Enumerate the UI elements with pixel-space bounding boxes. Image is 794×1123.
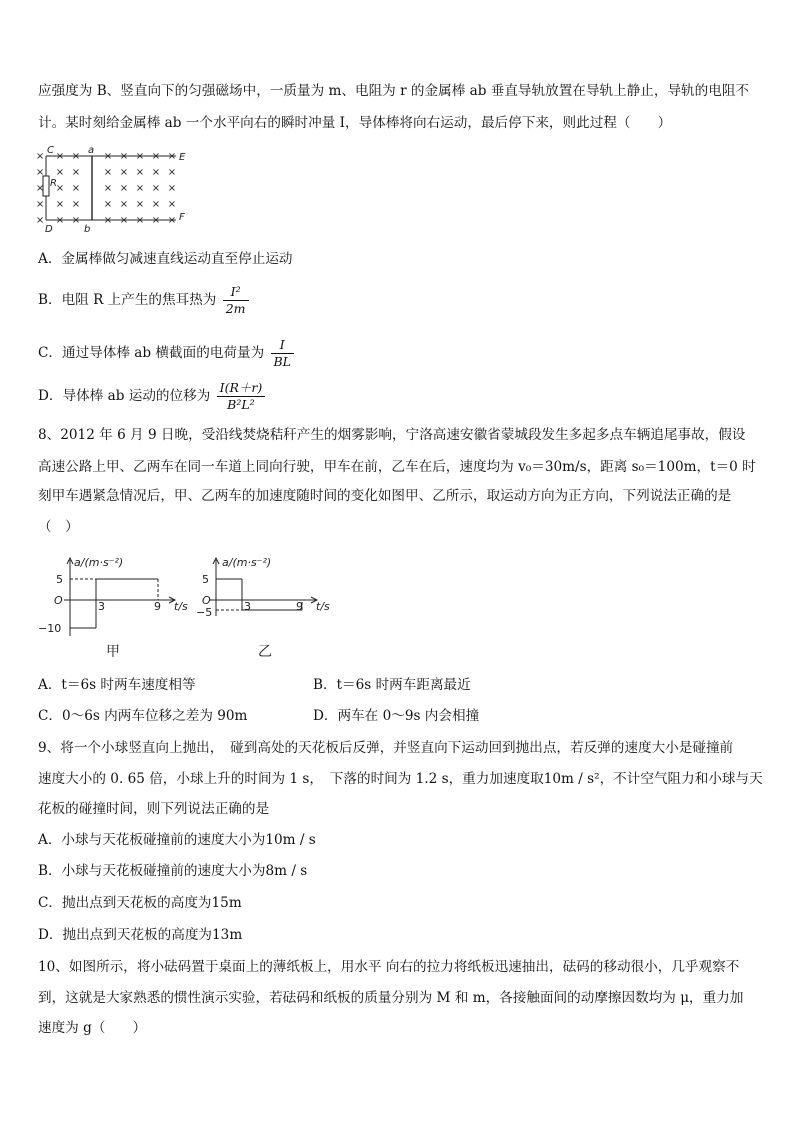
q7-option-d[interactable]: [38, 380, 267, 413]
svg-text:×: ×: [151, 151, 161, 162]
q7-option-b[interactable]: [38, 284, 251, 317]
q10-stem-line1: 10、如图所示，将小砝码置于桌面上的薄纸板上，用水平 向右的拉力将纸板迅速抽出，砝码的移动很小，几乎观察不: [38, 959, 740, 975]
q7-option-d-fraction: [217, 380, 266, 413]
svg-text:×: ×: [135, 167, 145, 178]
q10-stem-line3: 速度为 g（ ）: [38, 1020, 147, 1036]
q8-option-d[interactable]: D．两车在 0～9s 内会相撞: [313, 708, 480, 724]
q7-option-b-num: I²: [223, 284, 249, 301]
yi-x9: 9: [296, 600, 303, 613]
svg-text:×: ×: [55, 151, 65, 162]
q9-option-a[interactable]: A．小球与天花板碰撞前的速度大小为10m / s: [38, 832, 316, 848]
q10-stem-line2: 到，这就是大家熟悉的惯性演示实验，若砝码和纸板的质量分别为 M 和 m，各接触面间的动摩擦因数均为 μ，重力加: [38, 990, 744, 1006]
yi-caption: 乙: [258, 644, 272, 660]
yi-xlabel: t/s: [316, 600, 330, 613]
q7-option-d-den: B²L²: [227, 397, 255, 412]
svg-text:×: ×: [135, 151, 145, 162]
label-b: b: [84, 224, 91, 235]
jia-ylabel: a/(m·s⁻²): [74, 556, 124, 569]
q9-stem-line3: 花板的碰撞时间，则下列说法正确的是: [38, 801, 270, 817]
svg-text:×: ×: [71, 199, 81, 210]
svg-text:×: ×: [151, 183, 161, 194]
svg-text:×: ×: [71, 151, 81, 162]
jia-y5: 5: [56, 573, 63, 586]
svg-text:×: ×: [103, 167, 113, 178]
q8-option-b[interactable]: B．t＝6s 时两车距离最近: [313, 677, 471, 693]
yi-y5: 5: [202, 573, 209, 586]
svg-text:×: ×: [167, 199, 177, 210]
svg-text:×: ×: [36, 183, 45, 194]
q8-stem-line4: （ ）: [38, 519, 79, 535]
q7-option-a[interactable]: A．金属棒做匀减速直线运动直至停止运动: [38, 251, 293, 267]
q7-option-c[interactable]: [38, 337, 296, 370]
q7-option-b-text: B．电阻 R 上产生的焦耳热为: [38, 292, 217, 308]
label-a: a: [88, 145, 95, 156]
yi-x3: 3: [244, 600, 251, 613]
svg-text:×: ×: [119, 215, 129, 226]
jia-origin: O: [54, 594, 63, 607]
svg-text:×: ×: [55, 215, 65, 226]
svg-text:×: ×: [151, 167, 161, 178]
q7-option-b-fraction: [223, 284, 249, 317]
q9-option-d[interactable]: D．抛出点到天花板的高度为13m: [38, 927, 243, 943]
jia-caption: 甲: [106, 644, 120, 660]
svg-text:×: ×: [119, 151, 129, 162]
svg-text:×: ×: [119, 199, 129, 210]
svg-text:×: ×: [36, 167, 45, 178]
svg-text:×: ×: [71, 215, 81, 226]
jia-yneg10: −10: [38, 622, 62, 635]
q8-graph-yi: [190, 552, 360, 664]
label-c: C: [47, 145, 54, 156]
svg-text:×: ×: [71, 183, 81, 194]
svg-text:×: ×: [103, 183, 113, 194]
q7-stem-line1: 应强度为 B、竖直向下的匀强磁场中，一质量为 m、电阻为 r 的金属棒 ab 垂直导轨放置在导轨上静止，导轨的电阻不: [38, 83, 750, 99]
q7-stem-line2: 计。某时刻给金属棒 ab 一个水平向右的瞬时冲量 I，导体棒将向右运动，最后停下来，则此过程（ ）: [38, 115, 672, 131]
q7-rail-figure: [36, 144, 196, 236]
jia-xlabel: t/s: [174, 600, 188, 613]
svg-text:×: ×: [167, 167, 177, 178]
label-d: D: [45, 224, 53, 235]
svg-text:×: ×: [151, 215, 161, 226]
svg-text:×: ×: [103, 199, 113, 210]
yi-yneg5: −5: [196, 606, 213, 619]
svg-text:×: ×: [36, 199, 45, 210]
jia-x9: 9: [154, 600, 161, 613]
svg-text:×: ×: [167, 183, 177, 194]
svg-text:×: ×: [36, 151, 45, 162]
svg-text:×: ×: [55, 183, 65, 194]
q8-stem-line1: 8、2012 年 6 月 9 日晚，受沿线焚烧秸秆产生的烟雾影响，宁洛高速安徽省蒙城段发生多起多点车辆追尾事故，假设: [38, 427, 746, 443]
svg-text:×: ×: [71, 167, 81, 178]
yi-ylabel: a/(m·s⁻²): [222, 556, 272, 569]
q7-option-d-num: I(R＋r): [217, 380, 266, 397]
q7-option-b-den: 2m: [225, 301, 246, 316]
jia-x3: 3: [98, 600, 105, 613]
svg-text:×: ×: [36, 215, 45, 226]
yi-origin: O: [202, 594, 211, 607]
q9-option-b[interactable]: B．小球与天花板碰撞前的速度大小为8m / s: [38, 863, 308, 879]
svg-text:×: ×: [135, 199, 145, 210]
q8-stem-line2: 高速公路上甲、乙两车在同一车道上同向行驶，甲车在前，乙车在后，速度均为 v₀＝30m/s，距离 s₀＝100m，t＝0 时: [38, 459, 756, 475]
svg-text:×: ×: [55, 199, 65, 210]
svg-text:×: ×: [103, 215, 113, 226]
svg-text:×: ×: [151, 199, 161, 210]
q7-option-c-text: C．通过导体棒 ab 横截面的电荷量为: [38, 345, 265, 361]
svg-text:×: ×: [103, 151, 113, 162]
svg-text:×: ×: [167, 151, 177, 162]
q9-stem-line1: 9、将一个小球竖直向上抛出， 碰到高处的天花板后反弹，并竖直向下运动回到抛出点，若反弹的速度大小是碰撞前: [38, 740, 734, 756]
svg-text:×: ×: [119, 183, 129, 194]
q8-option-a[interactable]: A．t＝6s 时两车速度相等: [38, 677, 196, 693]
svg-text:×: ×: [55, 167, 65, 178]
svg-text:×: ×: [135, 183, 145, 194]
q7-option-c-num: I: [271, 337, 295, 354]
q9-option-c[interactable]: C．抛出点到天花板的高度为15m: [38, 895, 242, 911]
q8-graph-jia: [34, 552, 204, 664]
label-f: F: [179, 212, 185, 223]
q9-stem-line2: 速度大小的 0. 65 倍，小球上升的时间为 1 s， 下落的时间为 1.2 s，重力加速度取10m / s²，不计空气阻力和小球与天: [38, 771, 763, 787]
svg-text:×: ×: [135, 215, 145, 226]
label-e: E: [179, 152, 186, 163]
q8-option-c[interactable]: C．0～6s 内两车位移之差为 90m: [38, 708, 248, 724]
q7-option-d-text: D．导体棒 ab 运动的位移为: [38, 388, 211, 404]
q7-option-c-den: BL: [273, 354, 291, 369]
svg-text:×: ×: [119, 167, 129, 178]
q7-option-c-fraction: [271, 337, 295, 370]
svg-text:×: ×: [167, 215, 177, 226]
label-r: R: [50, 178, 57, 189]
q8-stem-line3: 刻甲车遇紧急情况后，甲、乙两车的加速度随时间的变化如图甲、乙所示，取运动方向为正方向，下列说法正确的是: [38, 488, 732, 504]
